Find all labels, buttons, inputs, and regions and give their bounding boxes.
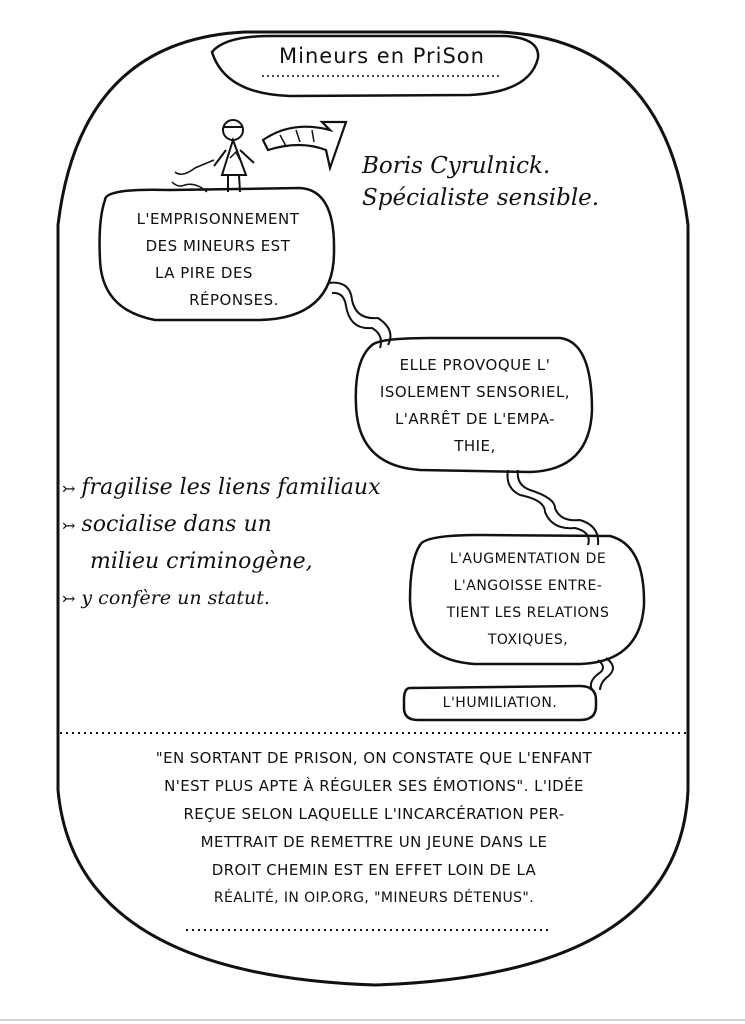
quote-line: "EN SORTANT DE PRISON, ON CONSTATE QUE L'ENFANT — [155, 749, 593, 767]
quote-line: RÉALITÉ, IN OIP.ORG, "MINEURS DÉTENUS". — [213, 890, 535, 906]
bubble-3-line: L'ANGOISSE ENTRE- — [453, 578, 603, 594]
side-effect-item: ↣ y confère un statut. — [62, 587, 270, 609]
quote-line: REÇUE SELON LAQUELLE L'INCARCÉRATION PER- — [183, 805, 565, 823]
bubble-3-line: TIENT LES RELATIONS — [446, 605, 610, 621]
side-effect-item-continued: milieu criminogène, — [90, 549, 313, 574]
quote-line: METTRAIT DE REMETTRE UN JEUNE DANS LE — [200, 833, 548, 851]
side-effect-item: ↣ socialise dans un — [62, 512, 272, 537]
bubble-2-line: L'ARRÊT DE L'EMPA- — [394, 410, 556, 428]
connector-2-3 — [508, 470, 599, 545]
bubble-1 — [104, 206, 332, 314]
page-title: Mineurs en PriSon — [279, 44, 485, 68]
quote-line: DROIT CHEMIN EST EN EFFET LOIN DE LA — [211, 861, 537, 879]
bullet-arrow-icon: ↣ — [62, 589, 76, 608]
bubble-3-line: L'AUGMENTATION DE — [449, 551, 607, 567]
bubble-4-text: L'HUMILIATION. — [442, 695, 558, 711]
bullet-arrow-icon: ↣ — [62, 516, 76, 535]
bubble-2-line: THIE, — [454, 437, 496, 455]
bubble-1-line: RÉPONSES. — [189, 291, 279, 309]
bubble-1-line: L'EMPRISONNEMENT — [136, 210, 300, 228]
author-role: Spécialiste sensible. — [362, 185, 600, 211]
quote-block — [64, 744, 684, 912]
bullet-arrow-icon: ↣ — [62, 479, 76, 498]
side-effects-list — [62, 470, 380, 617]
author-name: Boris Cyrulnick. — [362, 153, 551, 179]
bubble-2-line: ELLE PROVOQUE L' — [399, 356, 551, 374]
bubble-2-line: ISOLEMENT SENSORIEL, — [379, 383, 571, 401]
person-sketch-icon — [172, 120, 254, 192]
bubble-2 — [360, 352, 590, 460]
quote-line: N'EST PLUS APTE À RÉGULER SES ÉMOTIONS". L'IDÉE — [164, 777, 584, 795]
bubble-1-line: DES MINEURS EST — [145, 237, 291, 255]
bubble-1-line: LA PIRE DES — [155, 264, 253, 282]
bubble-3 — [414, 546, 642, 654]
curved-arrow-icon — [263, 122, 346, 168]
bubble-3-line: TOXIQUES, — [487, 632, 569, 648]
side-effect-item: ↣ fragilise les liens familiaux — [62, 475, 381, 500]
